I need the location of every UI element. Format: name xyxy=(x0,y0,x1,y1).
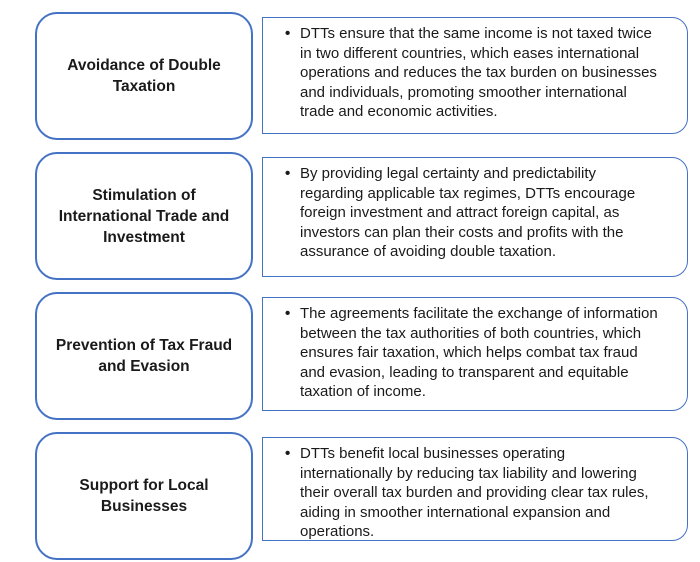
label-box-support-local-businesses xyxy=(35,432,253,560)
row-description: By providing legal certainty and predictability regarding applicable tax regimes, DTTs encourage foreign investment and attract foreign capital, as investors can plan their costs and profits with the assurance of avoiding double taxation. xyxy=(300,165,636,260)
diagram-row-prevention-tax-fraud xyxy=(0,292,700,420)
bullet-icon: • xyxy=(285,305,291,322)
label-box-prevention-tax-fraud xyxy=(35,292,253,420)
label-box-avoidance-double-taxation xyxy=(35,12,253,140)
description-box-prevention-tax-fraud xyxy=(262,297,688,411)
row-label: Support for Local Businesses xyxy=(79,477,209,515)
row-description: The agreements facilitate the exchange of information between the tax authorities of both countries, which ensures fair taxation, which helps combat tax fraud and evasion, leading to transparent and equitable taxation of income. xyxy=(300,305,658,400)
description-box-support-local-businesses xyxy=(262,437,688,541)
diagram-row-stimulation-trade-investment xyxy=(0,152,700,280)
bullet-icon: • xyxy=(285,25,291,42)
row-description: DTTs ensure that the same income is not taxed twice in two different countries, which eases international operations and reduces the tax burden on businesses and individuals, promoting smoother international trade and economic activities. xyxy=(300,25,657,120)
description-box-avoidance-double-taxation xyxy=(262,17,688,134)
row-label: Stimulation of International Trade and Investment xyxy=(58,186,230,246)
label-box-stimulation-trade-investment xyxy=(35,152,253,280)
row-label: Avoidance of Double Taxation xyxy=(67,57,221,95)
description-box-stimulation-trade-investment xyxy=(262,157,688,277)
bullet-icon: • xyxy=(285,445,291,462)
bullet-item xyxy=(285,304,661,402)
bullet-item xyxy=(285,164,661,262)
row-label: Prevention of Tax Fraud and Evasion xyxy=(55,337,233,375)
row-description: DTTs benefit local businesses operating internationally by reducing tax liability and lowering their overall tax burden and providing clear tax rules, aiding in smoother international expansion and operations. xyxy=(300,445,649,540)
bullet-item xyxy=(285,24,661,122)
diagram-row-avoidance-double-taxation xyxy=(0,12,700,140)
diagram-row-support-local-businesses xyxy=(0,432,700,560)
bullet-item xyxy=(285,444,661,542)
bullet-icon: • xyxy=(285,165,291,182)
